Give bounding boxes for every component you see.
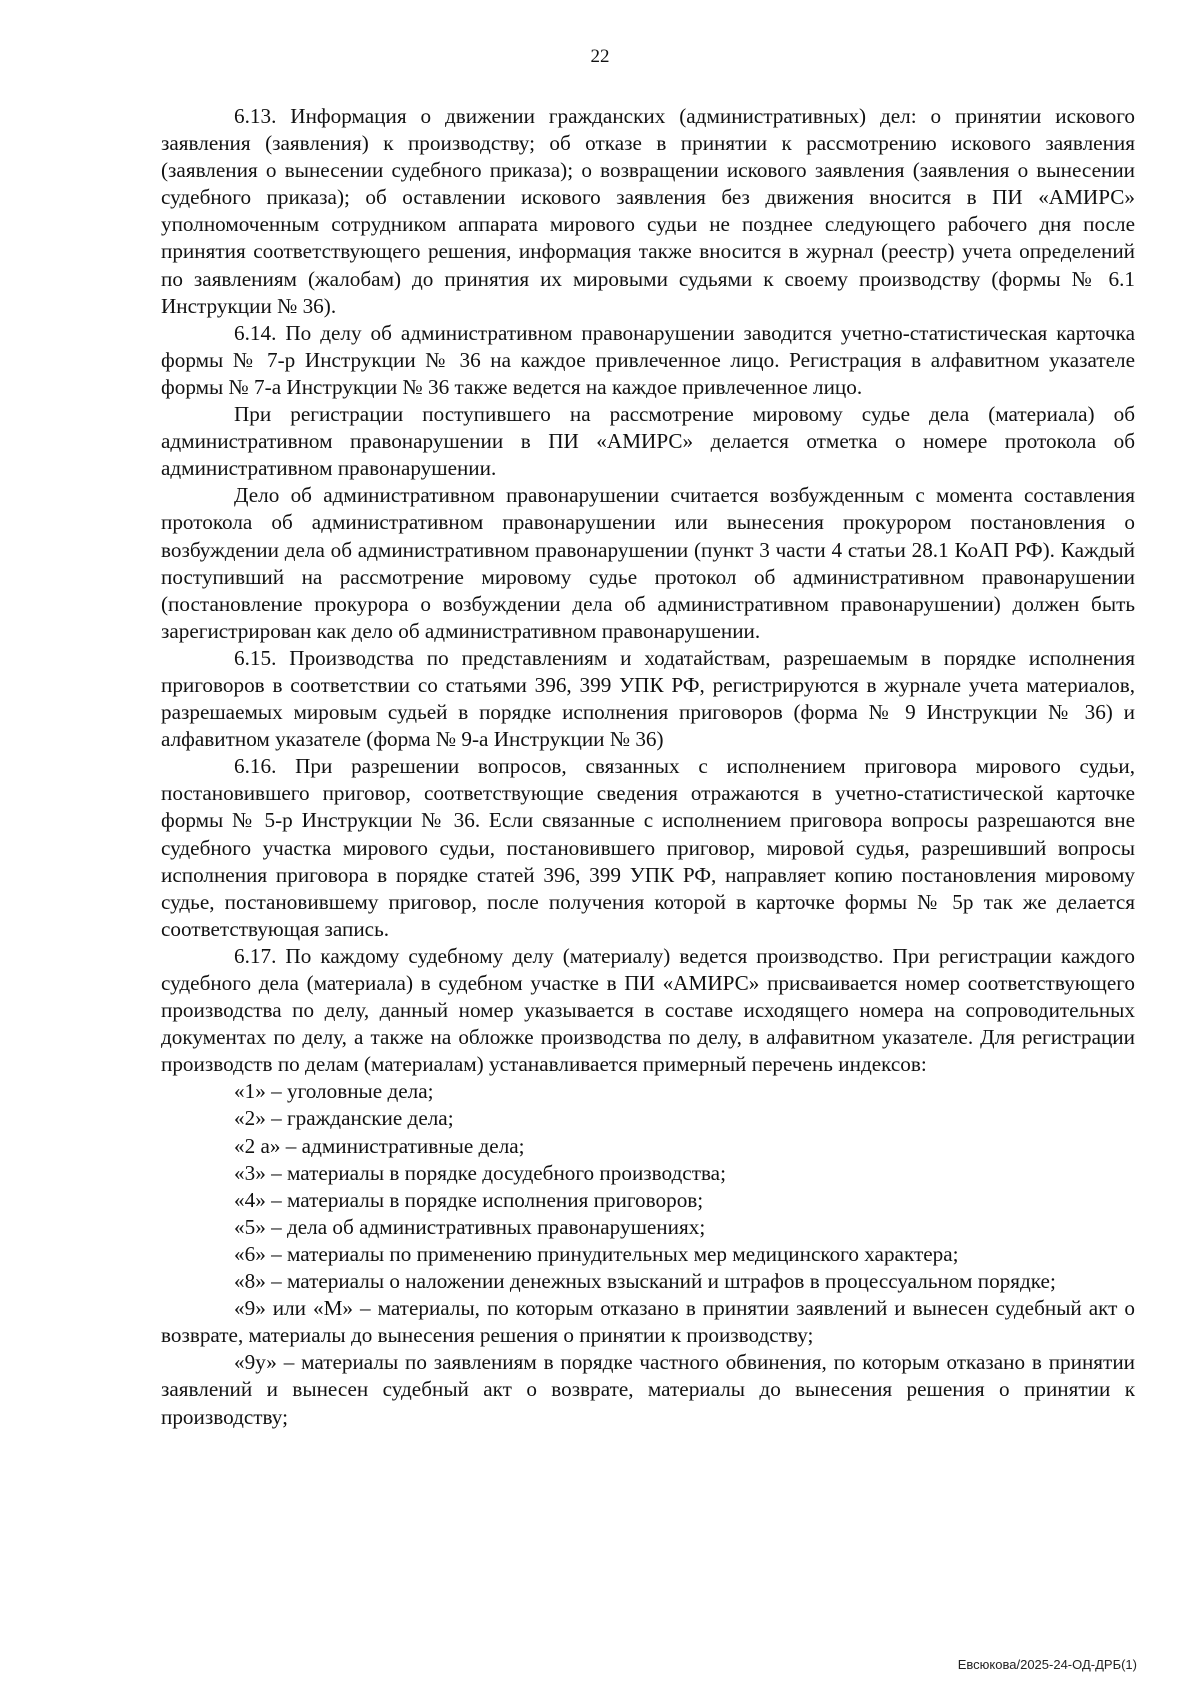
list-item: «8» – материалы о наложении денежных взысканий и штрафов в процессуальном порядке; <box>234 1269 1056 1294</box>
list-item: «9у» – материалы по заявлениям в порядке частного обвинения, по которым отказано в принятии заявлений и вынесен судебный акт о возврате, материалы до вынесения решения о принятии к производству; <box>161 1350 1135 1429</box>
paragraph-6-15: 6.15. Производства по представлениям и ходатайствам, разрешаемым в порядке исполнения приговоров в соответствии со статьями 396, 399 УПК РФ, регистрируются в журнале учета материалов, разрешаемых мировым судьей в порядке исполнения приговоров (форма № 9 Инструкции № 36) и алфавитном указателе (форма № 9-а Инструкции № 36) <box>161 645 1135 752</box>
page-number: 22 <box>590 46 610 67</box>
paragraph-6-14: 6.14. По делу об административном правонарушении заводится учетно-статистическая карточка формы № 7-р Инструкции № 36 на каждое привлеченное лицо. Регистрация в алфавитном указателе формы № 7-а Инструкции № 36 также ведется на каждое привлеченное лицо. <box>161 320 1135 399</box>
list-item: «9» или «М» – материалы, по которым отказано в принятии заявлений и вынесен судебный акт о возврате, материалы до вынесения решения о принятии к производству; <box>161 1296 1135 1348</box>
paragraph-6-13: 6.13. Информация о движении гражданских (административных) дел: о принятии искового заявления (заявления) к производству; об отказе в принятии к рассмотрению искового заявления (заявления о вынесении судебного приказа); о возвращении искового заявления (заявления о вынесении судебного приказа); об оставлении искового заявления без движения вносится в ПИ «АМИРС» уполномоченным сотрудником аппарата мирового судьи не позднее следующего рабочего дня после принятия соответствующего решения, информация также вносится в журнал (реестр) учета определений по заявлениям (жалобам) до принятия их мировыми судьями к своему производству (формы № 6.1 Инструкции № 36). <box>161 104 1135 318</box>
list-item: «2» – гражданские дела; <box>234 1106 454 1131</box>
list-item: «1» – уголовные дела; <box>234 1079 434 1104</box>
document-code: Евсюкова/2025-24-ОД-ДРБ(1) <box>957 1657 1137 1672</box>
list-item: «5» – дела об административных правонарушениях; <box>234 1214 706 1239</box>
list-item: «6» – материалы по применению принудительных мер медицинского характера; <box>234 1241 959 1266</box>
index-list <box>161 1078 1135 1430</box>
list-item: «4» – материалы в порядке исполнения приговоров; <box>234 1187 704 1212</box>
paragraph-registration: При регистрации поступившего на рассмотрение мировому судье дела (материала) об административном правонарушении в ПИ «АМИРС» делается отметка о номере протокола об административном правонарушении. <box>161 402 1135 481</box>
paragraph-6-16: 6.16. При разрешении вопросов, связанных с исполнением приговора мирового судьи, постановившего приговор, соответствующие сведения отражаются в учетно-статистической карточке формы № 5-р Инструкции № 36. Если связанные с исполнением приговора вопросы разрешаются вне судебного участка мирового судьи, постановившего приговор, мировой судья, разрешивший вопросы исполнения приговора в порядке статей 396, 399 УПК РФ, направляет копию постановления мировому судье, постановившему приговор, после получения которой в карточке формы № 5р так же делается соответствующая запись. <box>161 754 1135 941</box>
list-item: «2 а» – административные дела; <box>234 1133 525 1158</box>
paragraph-case-initiation: Дело об административном правонарушении считается возбужденным с момента составления протокола об административном правонарушении или вынесения прокурором постановления о возбуждении дела об административном правонарушении (пункт 3 части 4 статьи 28.1 КоАП РФ). Каждый поступивший на рассмотрение мировому судье протокол об административном правонарушении (постановление прокурора о возбуждении дела об административном правонарушении) должен быть зарегистрирован как дело об административном правонарушении. <box>161 483 1135 643</box>
document-body <box>161 103 1135 1431</box>
list-item: «3» – материалы в порядке досудебного производства; <box>234 1160 726 1185</box>
paragraph-6-17: 6.17. По каждому судебному делу (материалу) ведется производство. При регистрации каждого судебного дела (материала) в судебном участке в ПИ «АМИРС» присваивается номер соответствующего производства по делу, данный номер указывается в составе исходящего номера на сопроводительных документах по делу, а также на обложке производства по делу, в алфавитном указателе. Для регистрации производств по делам (материалам) устанавливается примерный перечень индексов: <box>161 943 1135 1077</box>
